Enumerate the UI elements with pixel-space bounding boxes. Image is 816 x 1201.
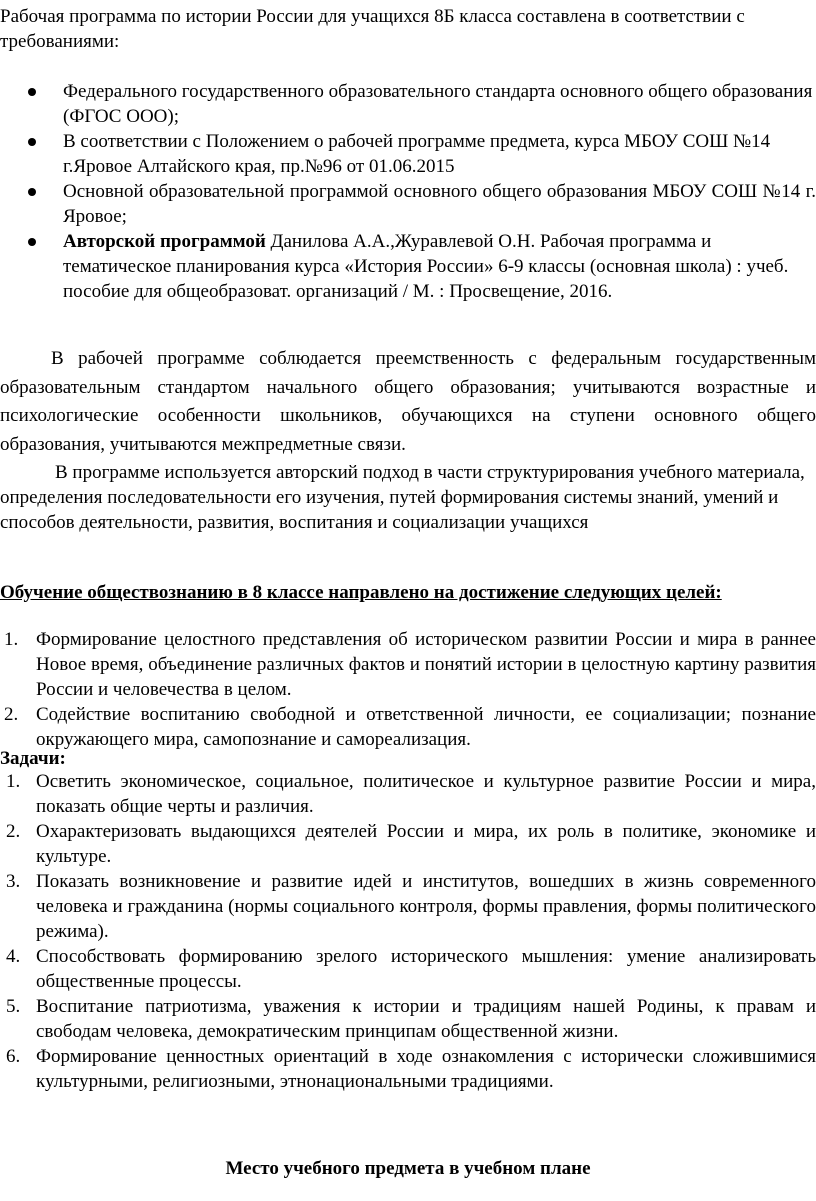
- list-item: [0, 869, 816, 944]
- list-item: [0, 179, 816, 229]
- tasks-heading: Задачи:: [0, 748, 66, 769]
- goals-list: [0, 627, 816, 752]
- list-item: [0, 129, 816, 179]
- item-number: 2.: [6, 821, 21, 842]
- goal-text: Формирование целостного представления об историческом развитии России и мира в раннее Новое время, объединение различных фактов и понятий истории в целостную картину развития России и человечества в целом.: [36, 629, 816, 700]
- task-text: Охарактеризовать выдающихся деятелей России и мира, их роль в политике, экономике и культуре.: [36, 821, 816, 867]
- requirement-text: Основной образовательной программой основного общего образования МБОУ СОШ №14 г. Яровое;: [63, 181, 816, 227]
- list-item: [0, 229, 816, 304]
- item-number: 1.: [4, 629, 19, 650]
- task-text: Воспитание патриотизма, уважения к истории и традициям нашей Родины, к правам и свободам человека, демократическим принципам общественной жизни.: [36, 996, 816, 1042]
- list-item: [0, 702, 816, 752]
- bullet-icon: [28, 138, 36, 146]
- paragraph-approach: В программе используется авторский подход в части структурирования учебного материала, определения последовательности его изучения, путей формирования системы знаний, умений и способов деятельности, развития, воспитания и социализации учащихся: [0, 462, 805, 533]
- bullet-icon: [28, 88, 36, 96]
- goal-text: Содействие воспитанию свободной и ответственной личности, ее социализации; познание окружающего мира, самопознание и самореализация.: [36, 704, 816, 750]
- place-heading: Место учебного предмета в учебном плане: [225, 1158, 591, 1179]
- list-item: [0, 819, 816, 869]
- bullet-icon: [28, 238, 36, 246]
- list-item: [0, 994, 816, 1044]
- bullet-icon: [28, 188, 36, 196]
- task-text: Формирование ценностных ориентаций в ходе ознакомления с исторически сложившимися культурными, религиозными, этнонациональными традициями.: [36, 1046, 816, 1092]
- task-text: Показать возникновение и развитие идей и институтов, вошедших в жизнь современного человека и гражданина (нормы социального контроля, формы правления, формы политического режима).: [36, 871, 816, 942]
- item-number: 1.: [6, 771, 21, 792]
- item-number: 2.: [4, 704, 19, 725]
- list-item: [0, 79, 816, 129]
- goals-heading: Обучение обществознанию в 8 классе направлено на достижение следующих целей:: [0, 582, 722, 603]
- task-text: Способствовать формированию зрелого исторического мышления: умение анализировать общественные процессы.: [36, 946, 816, 992]
- paragraph-continuity: В рабочей программе соблюдается преемственность с федеральным государственным образовательным стандартом начального общего образования; учитываются возрастные и психологические особенности школьников, обучающихся на ступени основного общего образования, учитываются межпредметные связи.: [0, 348, 816, 455]
- intro-paragraph: Рабочая программа по истории России для учащихся 8Б класса составлена в соответствии с требованиями:: [0, 6, 745, 52]
- tasks-list: [0, 769, 816, 1094]
- list-item: [0, 627, 816, 702]
- requirement-text: Данилова А.А.,Журавлевой О.Н. Рабочая программа и тематическое планирования курса «История России» 6-9 классы (основная школа) : учеб. пособие для общеобразоват. организаций / М. : Просвещение, 2016.: [63, 231, 789, 302]
- task-text: Осветить экономическое, социальное, политическое и культурное развитие России и мира, показать общие черты и различия.: [36, 771, 816, 817]
- item-number: 5.: [6, 996, 21, 1017]
- requirement-text: В соответствии с Положением о рабочей программе предмета, курса МБОУ СОШ №14 г.Яровое Алтайского края, пр.№96 от 01.06.2015: [63, 131, 771, 177]
- requirement-text: Федерального государственного образовательного стандарта основного общего образования (ФГОС ООО);: [63, 81, 813, 127]
- item-number: 3.: [6, 871, 21, 892]
- list-item: [0, 769, 816, 819]
- list-item: [0, 1044, 816, 1094]
- item-number: 4.: [6, 946, 21, 967]
- requirements-list: [0, 79, 816, 304]
- requirement-bold-text: Авторской программой: [63, 231, 266, 252]
- list-item: [0, 944, 816, 994]
- item-number: 6.: [6, 1046, 21, 1067]
